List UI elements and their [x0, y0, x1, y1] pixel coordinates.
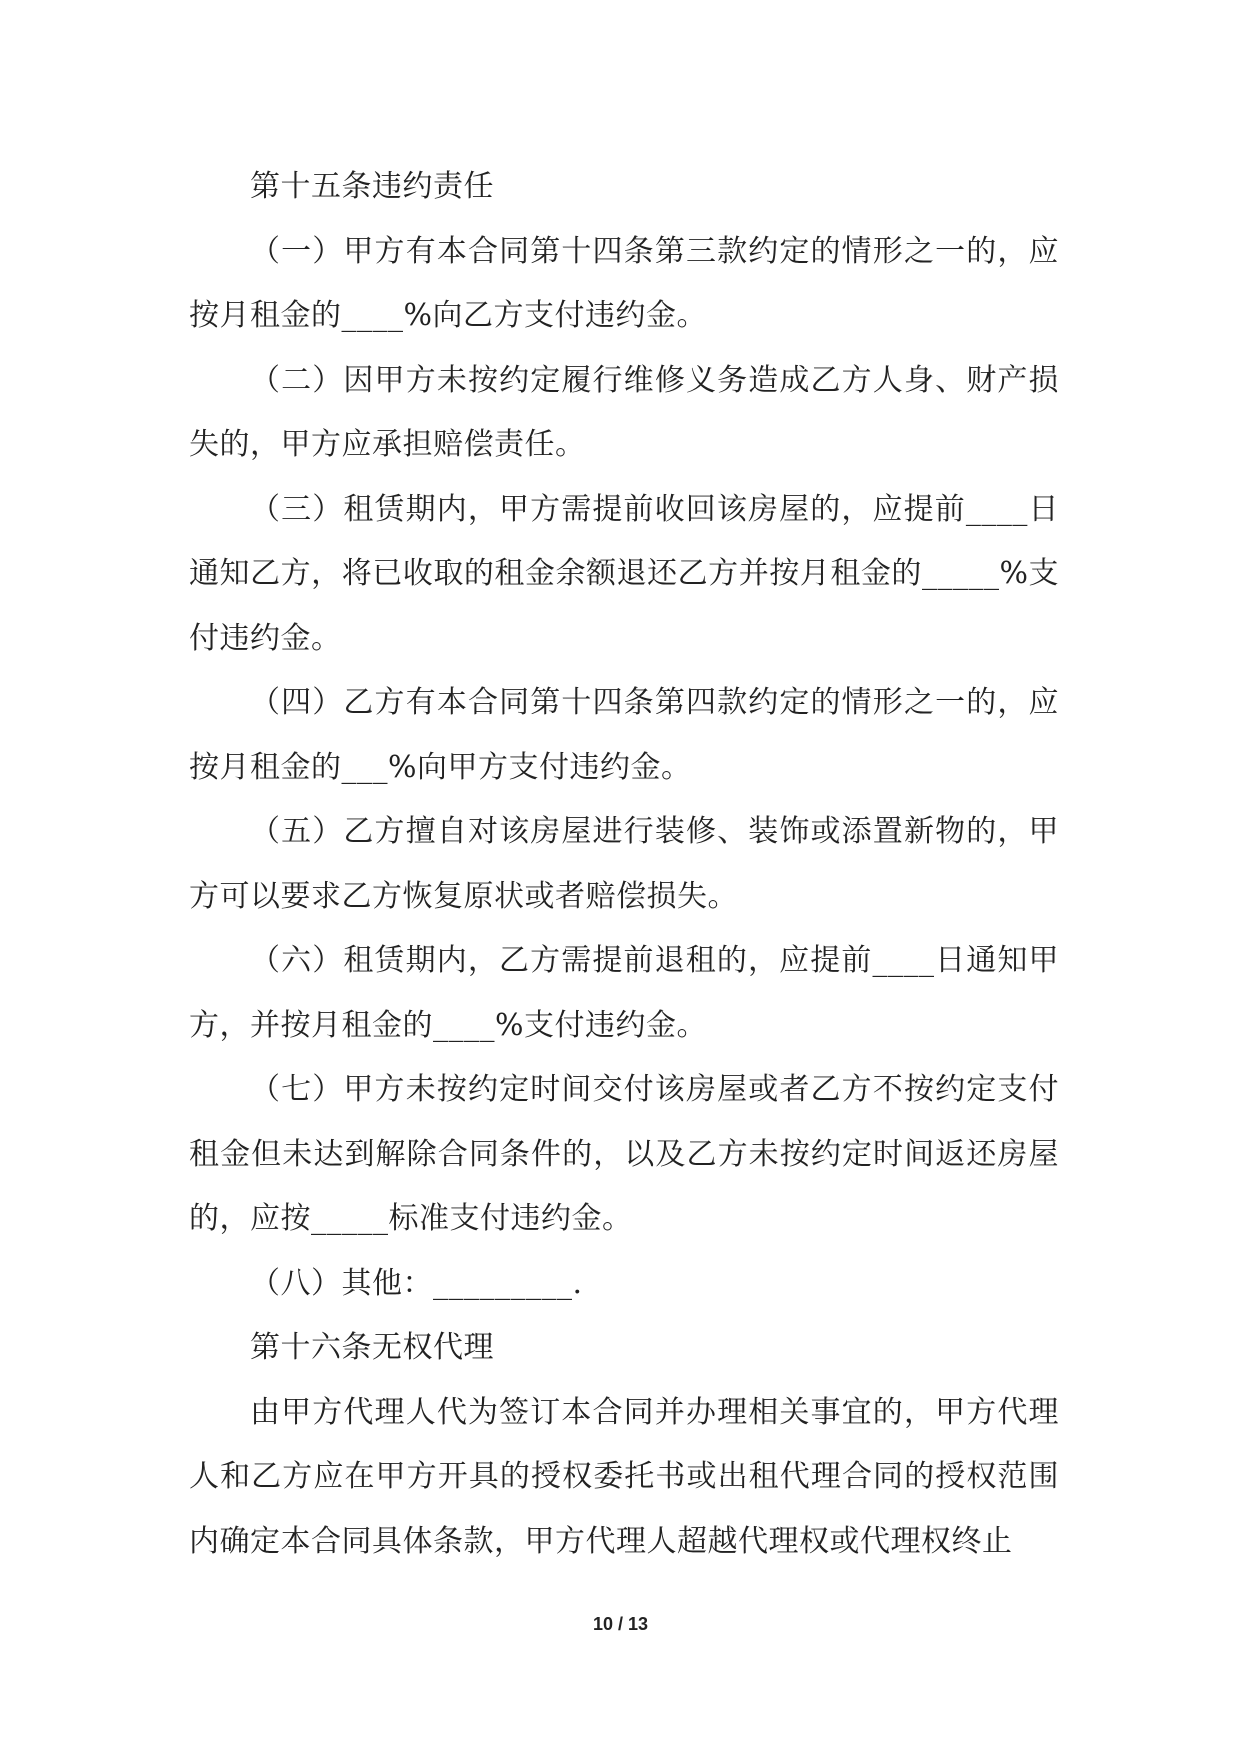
clause-15-3: （三）租赁期内，甲方需提前收回该房屋的，应提前____日通知乙方，将已收取的租金余额退还乙方并按月租金的_____%支付违约金。	[189, 491, 1059, 656]
clause-15-4: （四）乙方有本合同第十四条第四款约定的情形之一的，应按月租金的___%向甲方支付违约金。	[189, 685, 1059, 785]
clause-15-8: （八）其他：_________.	[250, 1265, 583, 1301]
article-16-body: 由甲方代理人代为签订本合同并办理相关事宜的，甲方代理人和乙方应在甲方开具的授权委托书或出租代理合同的授权范围内确定本合同具体条款，甲方代理人超越代理权或代理权终止	[189, 1394, 1059, 1559]
clause-15-6: （六）租赁期内，乙方需提前退租的，应提前____日通知甲方，并按月租金的____%支付违约金。	[189, 943, 1059, 1043]
clause-15-7: （七）甲方未按约定时间交付该房屋或者乙方不按约定支付租金但未达到解除合同条件的，以及乙方未按约定时间返还房屋的，应按_____标准支付违约金。	[189, 1072, 1059, 1236]
clause-15-5: （五）乙方擅自对该房屋进行装修、装饰或添置新物的，甲方可以要求乙方恢复原状或者赔偿损失。	[189, 814, 1059, 914]
page-number: 10 / 13	[592, 1614, 649, 1634]
article-16-heading: 第十六条无权代理	[250, 1330, 494, 1365]
article-15-heading: 第十五条违约责任	[250, 169, 494, 204]
clause-15-1: （一）甲方有本合同第十四条第三款约定的情形之一的，应按月租金的____%向乙方支付违约金。	[189, 233, 1059, 333]
document-body	[189, 155, 1059, 1574]
clause-15-2: （二）因甲方未按约定履行维修义务造成乙方人身、财产损失的，甲方应承担赔偿责任。	[189, 362, 1059, 462]
